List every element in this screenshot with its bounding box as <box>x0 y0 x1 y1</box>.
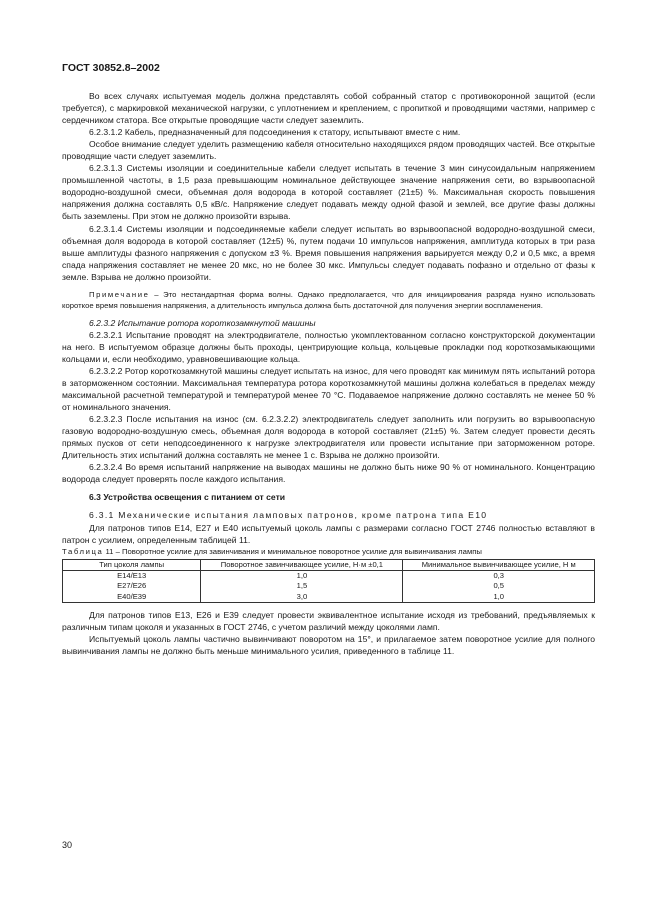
paragraph: 6.2.3.2.2 Ротор короткозамкнутой машины следует испытать на износ, для чего проводят как минимум пять испытаний ротора в заторможенном состоянии. Максимальная температура ротора короткозамкнутой машины должна колебаться в пределах между максимальной расчетной температурой и температурой менее 70 °С. Подаваемое напряжение должно составлять не менее 50 % от номинального значения. <box>62 365 595 413</box>
table-cell: 1,5 <box>201 581 403 591</box>
table-cell: 1,0 <box>201 570 403 581</box>
paragraph: 6.2.3.1.4 Системы изоляции и подсоединяемые кабели следует испытать во взрывоопасной водородно-воздушной смеси, объемная доля водорода в которой составляет (12±5) %, путем подачи 10 импульсов напряжения, амплитуда которых в три раза выше амплитуды фазного напряжения с допуском ±3 %. Время повышения напряжения варьируется между 0,2 и 0,5 мкс, а время спада напряжения составляет не менее 20 мкс, но не более 30 мкс. Импульсы следует подавать пофазно и отдельно от фазы к земле. Взрыва не должно произойти. <box>62 223 595 282</box>
paragraph: Испытуемый цоколь лампы частично вывинчивают поворотом на 15°, и прилагаемое затем поворотное усилие для полного вывинчивания лампы не должно быть меньше минимального усилия, приведенного в таблице 11. <box>62 633 595 656</box>
paragraph: 6.2.3.2.1 Испытание проводят на электродвигателе, полностью укомплектованном согласно конструкторской документации на него. В испытуемом образце должны быть проходы, центрирующие кольца, кольцевые прокладки под короткозамыкающими кольцами и, если необходимо, уравновешивающие кольца. <box>62 329 595 364</box>
table-cell: 3,0 <box>201 592 403 603</box>
lamp-torque-table <box>62 559 595 603</box>
paragraph: 6.2.3.2.3 После испытания на износ (см. 6.2.3.2.2) электродвигатель следует заполнить или погрузить во взрывоопасную газовую водородно-воздушную смесь, объемная доля водорода в которой составляет (21±5) %. Затем следует провести десять прямых пусков от сети неподсоединенного к нагрузке электродвигателя или провести испытание при заторможенном роторе. Длительность этих испытаний должна составлять не менее 1 с. Взрыва не должно произойти. <box>62 414 595 461</box>
note-label: Примечание <box>89 289 150 299</box>
table-cell: 0,5 <box>403 581 595 591</box>
paragraph: Особое внимание следует уделить размещению кабеля относительно находящихся рядом проводящих частей. Все открытые проводящие части следует заземлить. <box>62 139 595 162</box>
table-header-cell: Минимальное вывинчивающее усилие, Н м <box>403 559 595 570</box>
table-header-cell: Тип цоколя лампы <box>63 559 201 570</box>
document-body <box>62 90 595 657</box>
table-cell: 1,0 <box>403 592 595 603</box>
paragraph: 6.2.3.1.3 Системы изоляции и соединительные кабели следует испытать в течение 3 мин синусоидальным напряжением промышленной частоты, в 1,5 раза превышающим номинальное действующее значение напряжения сети, во взрывоопасной водородно-воздушной смеси, объемная доля водорода в которой составляет (21±5) %. Максимальная скорость повышения напряжения должна составлять 0,5 кВ/с. Напряжение следует подавать между одной фазой и землей, все другие фазы должны быть заземлены. При этом не должно произойти взрыва. <box>62 163 595 222</box>
paragraph: 6.2.3.2.4 Во время испытаний напряжение на выводах машины не должно быть ниже 90 % от номинального. Концентрацию водорода следует проверять после каждого испытания. <box>62 462 595 485</box>
section-heading: 6.2.3.2 Испытание ротора короткозамкнутой машины <box>89 317 316 328</box>
table-header-row <box>63 559 595 570</box>
table-caption-label: Таблица <box>62 546 104 556</box>
note-text: – Это нестандартная форма волны. Однако предполагается, что для инициирования разряда нужно использовать короткое время повышения напряжения, а длительность импульса должна быть достаточной для получения энергии воспламенения. <box>62 289 595 310</box>
table-header-cell: Поворотное завинчивающее усилие, Н·м ±0,1 <box>201 559 403 570</box>
page-number: 30 <box>62 840 73 850</box>
section-heading: 6.3.1 Механические испытания ламповых патронов, кроме патрона типа Е10 <box>89 510 488 521</box>
note <box>62 289 595 311</box>
paragraph: 6.2.3.1.2 Кабель, предназначенный для подсоединения к статору, испытывают вместе с ним. <box>89 127 461 138</box>
paragraph: Во всех случаях испытуемая модель должна представлять собой собранный статор с противокоронной защитой (если требуется), с маркировкой механической нагрузки, с уплотнением и креплением, с пропиткой и проводящими частями, например с сердечником статора. Все открытые проводящие части следует заземлить. <box>62 91 595 126</box>
paragraph: Для патронов типов Е14, Е27 и Е40 испытуемый цоколь лампы с размерами согласно ГОСТ 2746 полностью вставляют в патрон с усилием, определенным таблицей 11. <box>62 522 595 545</box>
table-row <box>63 581 595 591</box>
section-heading: 6.3 Устройства освещения с питанием от сети <box>89 492 286 503</box>
table-cell: Е14/Е13 <box>63 570 201 581</box>
document-header: ГОСТ 30852.8–2002 <box>62 62 160 74</box>
table-cell: 0,3 <box>403 570 595 581</box>
table-row <box>63 570 595 581</box>
paragraph: Для патронов типов Е13, Е26 и Е39 следует провести эквивалентное испытание исходя из требований, предъявляемых к различным типам цоколя и указанных в ГОСТ 2746, с учетом различий между цоколями ламп. <box>62 609 595 632</box>
table-row <box>63 592 595 603</box>
table-cell: Е40/Е39 <box>63 592 201 603</box>
table-caption-text: 11 – Поворотное усилие для завинчивания и минимальное поворотное усилие для вывинчивания лампы <box>103 546 482 556</box>
table-caption <box>62 546 595 558</box>
table-cell: Е27/Е26 <box>63 581 201 591</box>
